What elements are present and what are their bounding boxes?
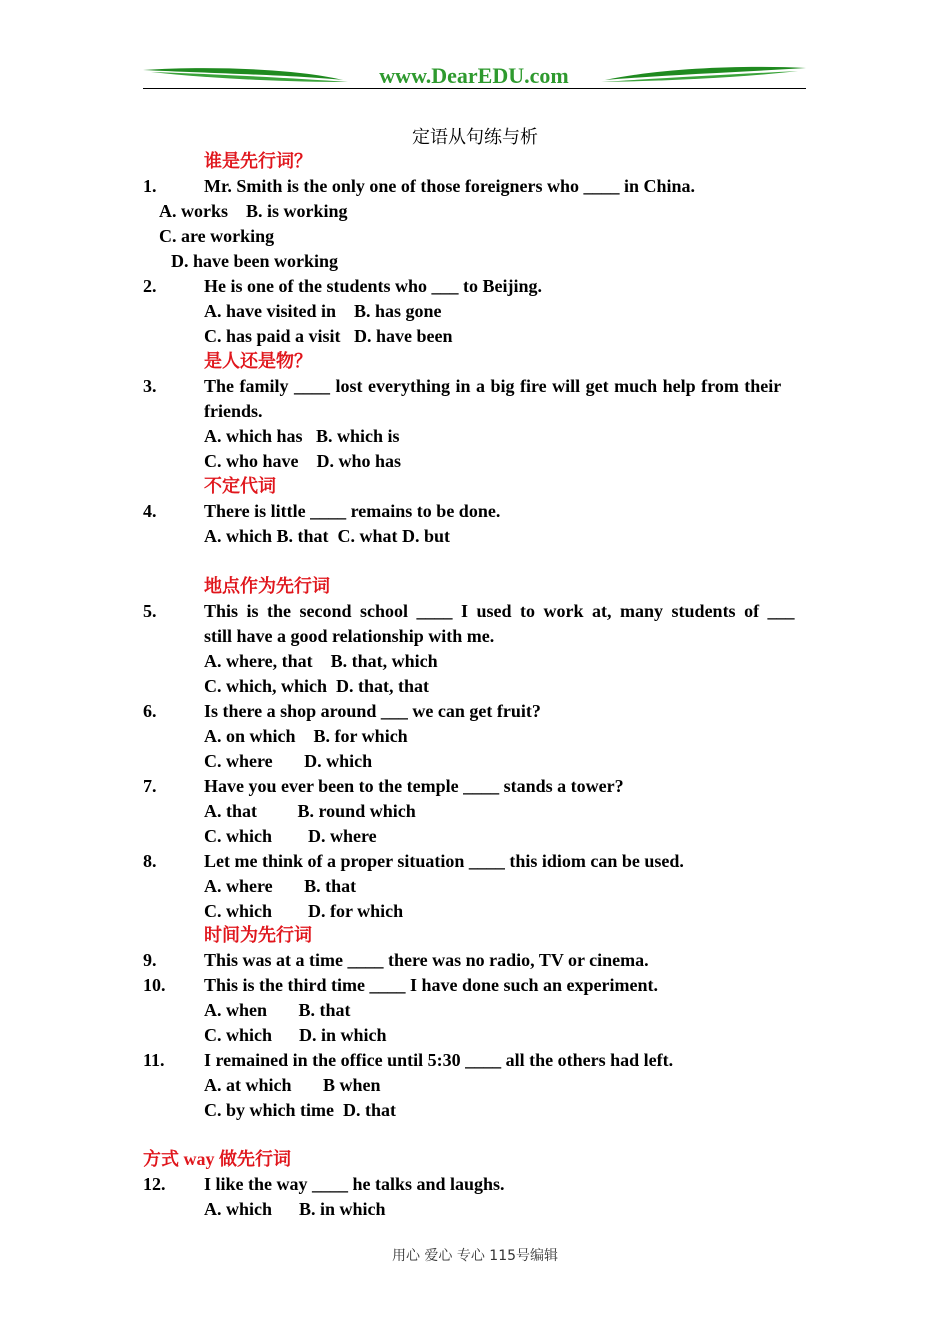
question-text: friends. (204, 401, 263, 421)
answer-options: A. where, that B. that, which (204, 651, 438, 671)
header-divider (143, 88, 806, 89)
question-text: Is there a shop around ___ we can get fruit? (204, 701, 541, 721)
answer-options: C. which D. where (204, 826, 377, 846)
answer-options: C. has paid a visit D. have been (204, 326, 453, 346)
section-heading: 不定代词 (204, 476, 276, 496)
question-text: Have you ever been to the temple ____ stands a tower? (204, 776, 624, 796)
answer-options: A. at which B when (204, 1075, 381, 1095)
question-number: 10. (143, 975, 166, 995)
section-heading: 地点作为先行词 (204, 576, 330, 596)
section-heading: 谁是先行词？ (204, 151, 312, 171)
question-text: Mr. Smith is the only one of those foreigners who ____ in China. (204, 176, 696, 196)
question-text: I remained in the office until 5:30 ____ all the others had left. (204, 1050, 674, 1070)
answer-options: A. works B. is working (159, 201, 348, 221)
question-number: 9. (143, 950, 157, 970)
answer-options: A. that B. round which (204, 801, 416, 821)
answer-options: C. are working (159, 226, 275, 246)
site-header-logo (143, 62, 806, 90)
answer-options: A. have visited in B. has gone (204, 301, 442, 321)
answer-options: C. which, which D. that, that (204, 676, 430, 696)
question-text: There is little ____ remains to be done. (204, 501, 501, 521)
section-heading: 时间为先行词 (204, 925, 312, 945)
question-number: 3. (143, 376, 157, 396)
section-heading: 方式 way 做先行词 (143, 1149, 291, 1169)
question-number: 12. (143, 1174, 166, 1194)
answer-options: A. when B. that (204, 1000, 351, 1020)
question-text: Let me think of a proper situation ____ this idiom can be used. (204, 851, 684, 871)
site-name: www.DearEDU.com (379, 63, 569, 88)
answer-options: C. which D. for which (204, 901, 404, 921)
page-title: 定语从句练与析 (412, 127, 538, 148)
question-text: This is the second school ____ I used to work at, many students of ___ (204, 601, 795, 621)
question-number: 5. (143, 601, 157, 621)
question-text: The family ____ lost everything in a big fire will get much help from their (204, 376, 782, 396)
answer-options: A. which B. in which (204, 1199, 386, 1219)
question-number: 11. (143, 1050, 165, 1070)
question-text: still have a good relationship with me. (204, 626, 495, 646)
question-text: This is the third time ____ I have done such an experiment. (204, 975, 659, 995)
question-text: He is one of the students who ___ to Beijing. (204, 276, 543, 296)
question-number: 2. (143, 276, 157, 296)
page-footer: 用心 爱心 专心 115号编辑 (391, 1248, 559, 1264)
answer-options: D. have been working (171, 251, 339, 271)
answer-options: A. on which B. for which (204, 726, 408, 746)
question-number: 8. (143, 851, 157, 871)
answer-options: C. by which time D. that (204, 1100, 396, 1120)
answer-options: C. who have D. who has (204, 451, 402, 471)
answer-options: A. where B. that (204, 876, 357, 896)
question-text: This was at a time ____ there was no radio, TV or cinema. (204, 950, 649, 970)
question-number: 6. (143, 701, 157, 721)
answer-options: A. which B. that C. what D. but (204, 526, 451, 546)
question-number: 1. (143, 176, 157, 196)
question-number: 7. (143, 776, 157, 796)
question-text: I like the way ____ he talks and laughs. (204, 1174, 505, 1194)
question-number: 4. (143, 501, 157, 521)
answer-options: C. which D. in which (204, 1025, 387, 1045)
leaf-banner-icon (143, 62, 806, 90)
answer-options: A. which has B. which is (204, 426, 400, 446)
section-heading: 是人还是物？ (204, 351, 312, 371)
answer-options: C. where D. which (204, 751, 373, 771)
